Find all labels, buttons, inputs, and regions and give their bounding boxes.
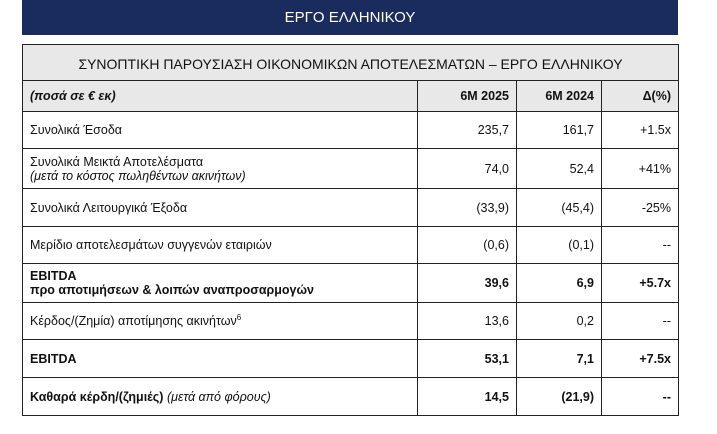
value-2024: (45,4)	[517, 189, 602, 227]
table-row-net-profit	[23, 378, 679, 416]
row-label-cell	[23, 378, 418, 416]
row-label: Συνολικά Λειτουργικά Έξοδα	[23, 189, 418, 227]
value-2024: 161,7	[517, 112, 602, 149]
value-2024: 52,4	[517, 149, 602, 189]
value-2024: (0,1)	[517, 227, 602, 264]
value-2025: (0,6)	[418, 227, 517, 264]
value-delta: -25%	[602, 189, 679, 227]
row-label: Κέρδος/(Ζημία) αποτίμησης ακινήτων	[30, 314, 237, 328]
table-row-ebitda	[23, 340, 679, 378]
row-label: EBITDA	[23, 340, 418, 378]
footnote-marker: 6	[236, 312, 242, 322]
col-header-6m-2024: 6Μ 2024	[517, 81, 602, 112]
section-banner	[22, 0, 678, 35]
value-delta: +7.5x	[602, 340, 679, 378]
table-header-row	[23, 81, 679, 112]
row-label-cell	[23, 264, 418, 303]
value-2025: 74,0	[418, 149, 517, 189]
col-header-delta: Δ(%)	[602, 81, 679, 112]
value-2025: 53,1	[418, 340, 517, 378]
col-header-6m-2025: 6Μ 2025	[418, 81, 517, 112]
value-delta: --	[602, 378, 679, 416]
row-label: EBITDA	[30, 269, 77, 283]
table-row-total-revenue	[23, 112, 679, 149]
row-label-cell	[23, 303, 418, 340]
table-row-associates-share	[23, 227, 679, 264]
value-delta: --	[602, 227, 679, 264]
table-title: ΣΥΝΟΠΤΙΚΗ ΠΑΡΟΥΣΙΑΣΗ ΟΙΚΟΝΟΜΙΚΩΝ ΑΠΟΤΕΛΕΣΜΑΤΩΝ – ΕΡΓΟ ΕΛΛΗΝΙΚΟΥ	[23, 45, 679, 81]
table-row-operating-expenses	[23, 189, 679, 227]
value-2025: 235,7	[418, 112, 517, 149]
value-2025: 39,6	[418, 264, 517, 303]
table-row-gross-profit	[23, 149, 679, 189]
value-2025: 13,6	[418, 303, 517, 340]
row-label: Καθαρά κέρδη/(ζημιές)	[30, 389, 164, 404]
value-delta: +1.5x	[602, 112, 679, 149]
row-note: (μετά το κόστος πωληθέντων ακινήτων)	[30, 168, 246, 183]
financial-summary-table	[22, 44, 679, 416]
value-delta: +41%	[602, 149, 679, 189]
row-note: (μετά από φόρους)	[166, 389, 271, 404]
row-label: Μερίδιο αποτελεσμάτων συγγενών εταιριών	[23, 227, 418, 264]
row-label-line2: προ αποτιμήσεων & λοιπών αναπροσαρμογών	[30, 283, 314, 297]
row-label: Συνολικά Έσοδα	[23, 112, 418, 149]
value-2024: 0,2	[517, 303, 602, 340]
table-row-valuation-gain	[23, 303, 679, 340]
value-delta: +5.7x	[602, 264, 679, 303]
value-2024: (21,9)	[517, 378, 602, 416]
value-2025: (33,9)	[418, 189, 517, 227]
value-2024: 7,1	[517, 340, 602, 378]
table-title-row	[23, 45, 679, 81]
unit-header: (ποσά σε € εκ)	[23, 81, 418, 112]
table-row-ebitda-before-valuations	[23, 264, 679, 303]
value-delta: --	[602, 303, 679, 340]
row-label-cell	[23, 149, 418, 189]
row-label: Συνολικά Μεικτά Αποτελέσματα	[30, 154, 204, 169]
value-2024: 6,9	[517, 264, 602, 303]
banner-title: ΕΡΓΟ ΕΛΛΗΝΙΚΟΥ	[284, 9, 416, 26]
value-2025: 14,5	[418, 378, 517, 416]
